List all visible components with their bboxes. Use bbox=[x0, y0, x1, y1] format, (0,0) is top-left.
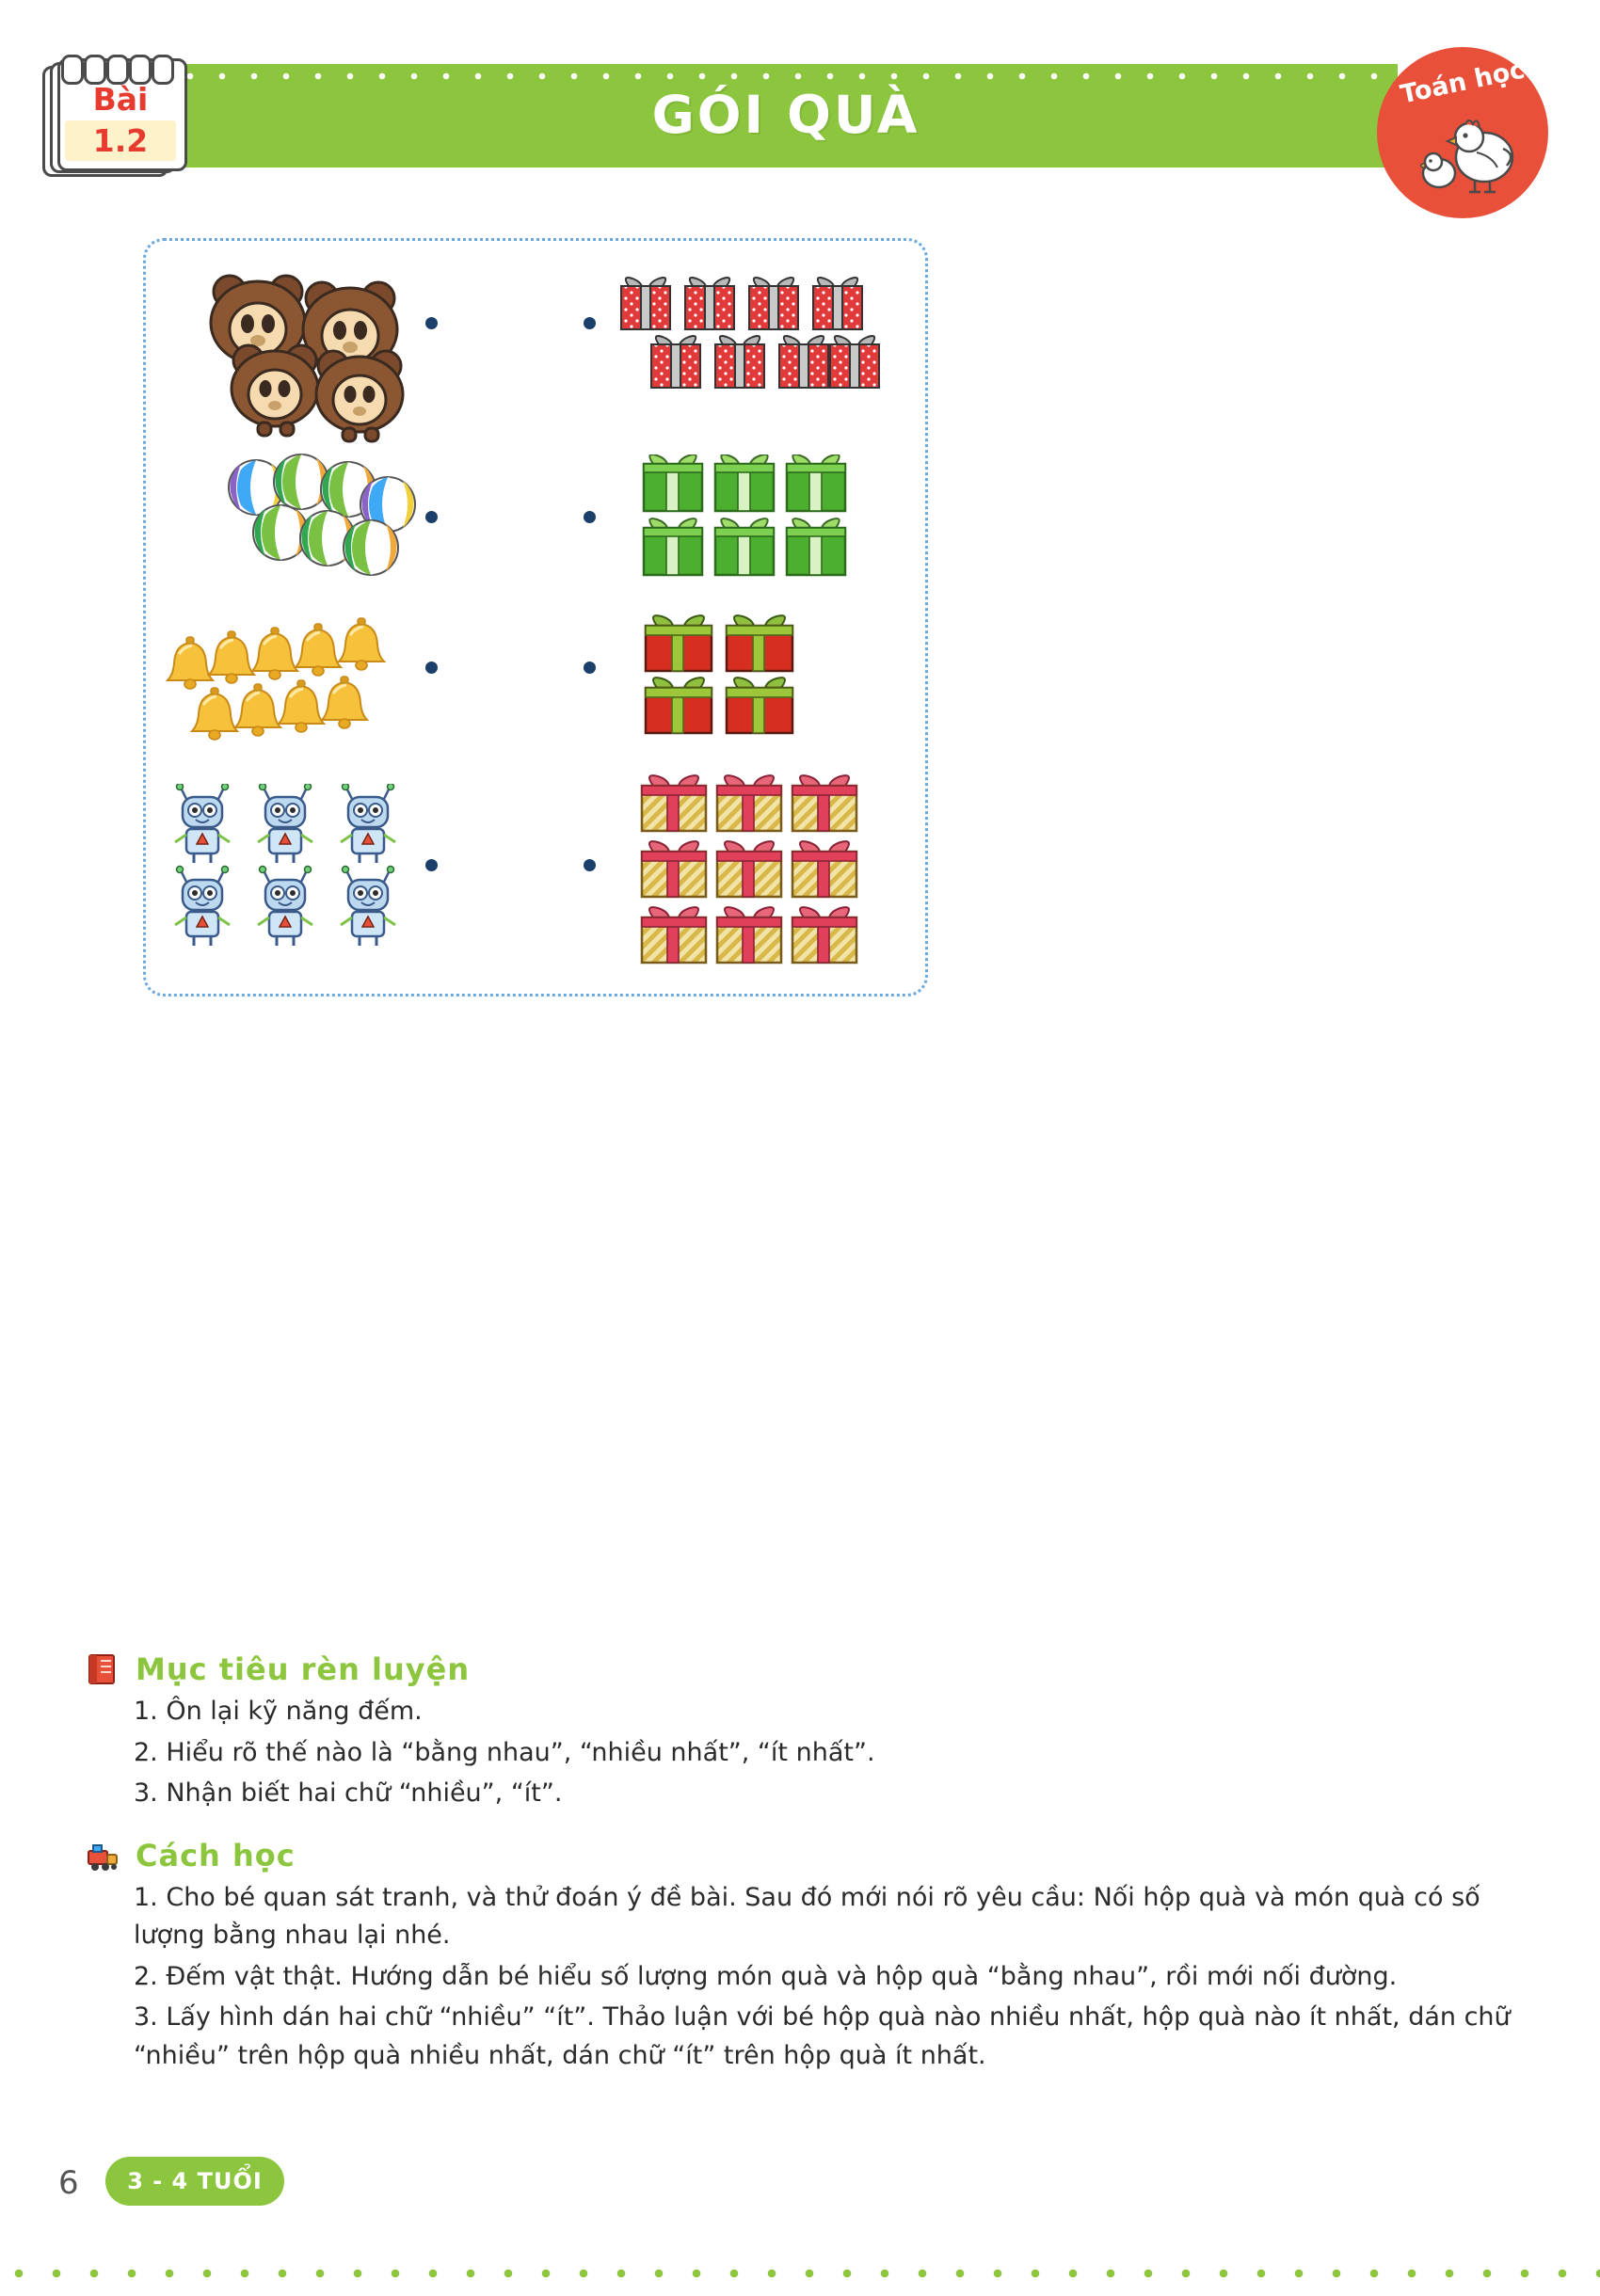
group-gifts-green bbox=[640, 454, 875, 586]
book-icon bbox=[85, 1651, 120, 1687]
goal-item-3: 3. Nhận biết hai chữ “nhiều”, “ít”. bbox=[134, 1778, 563, 1808]
group-bears bbox=[200, 266, 416, 445]
group-gifts-red-polkadot bbox=[614, 271, 896, 403]
goal-item-1: 1. Ôn lại kỹ năng đếm. bbox=[134, 1697, 423, 1726]
header-dot-pattern bbox=[174, 72, 1398, 81]
connect-dot-left-4[interactable] bbox=[425, 859, 438, 871]
gold-striped-gifts-illustration bbox=[640, 774, 875, 972]
age-badge: 3 - 4 TUỔI bbox=[105, 2157, 284, 2206]
method-heading-row bbox=[85, 1838, 1534, 1873]
connect-dot-right-1[interactable] bbox=[584, 317, 596, 329]
connect-dot-left-3[interactable] bbox=[425, 662, 438, 674]
page-number: 6 bbox=[58, 2164, 79, 2202]
method-item-1: 1. Cho bé quan sát tranh, và thử đoán ý đề bài. Sau đó mới nói rõ yêu cầu: Nối hộp quà và món quà có số lượng bằng nhau lại nhé. bbox=[134, 1882, 1480, 1950]
connect-dot-right-2[interactable] bbox=[584, 511, 596, 523]
green-gifts-illustration bbox=[640, 454, 875, 586]
method-list bbox=[85, 1879, 1534, 2076]
group-bells bbox=[164, 614, 427, 746]
connect-dot-left-1[interactable] bbox=[425, 317, 438, 329]
goal-item-2: 2. Hiểu rõ thế nào là “bằng nhau”, “nhiều nhất”, “ít nhất”. bbox=[134, 1737, 875, 1767]
notebook-rings-icon bbox=[59, 55, 182, 79]
lesson-badge bbox=[42, 55, 188, 175]
method-item-2: 2. Đếm vật thật. Hướng dẫn bé hiểu số lượng món quà và hộp quà “bằng nhau”, rồi mới nối đường. bbox=[134, 1961, 1398, 1991]
subject-badge bbox=[1377, 47, 1548, 218]
train-icon bbox=[85, 1838, 120, 1873]
connect-dot-right-4[interactable] bbox=[584, 859, 596, 871]
exercise-area bbox=[143, 238, 922, 991]
hen-and-chick-icon bbox=[1420, 105, 1524, 199]
group-robots bbox=[173, 784, 456, 953]
red-polkadot-gifts-illustration bbox=[614, 271, 896, 403]
beach-balls-illustration bbox=[218, 450, 463, 600]
connect-dot-left-2[interactable] bbox=[425, 511, 438, 523]
page-title: GÓI QUÀ bbox=[651, 85, 920, 145]
robots-illustration bbox=[173, 784, 456, 953]
connect-dot-right-3[interactable] bbox=[584, 662, 596, 674]
subject-label: Toán học bbox=[1398, 55, 1528, 110]
red-green-gifts-illustration bbox=[642, 614, 830, 746]
group-gifts-gold-striped bbox=[640, 774, 875, 963]
goal-heading-row bbox=[85, 1651, 1534, 1687]
notes-section bbox=[85, 1651, 1534, 2099]
group-beach-balls bbox=[218, 450, 463, 600]
method-item-3: 3. Lấy hình dán hai chữ “nhiều” “ít”. Thảo luận với bé hộp quà nào nhiều nhất, hộp quà nào ít nhất, dán chữ “nhiều” trên hộp quà nhiều nhất, dán chữ “ít” trên hộp quà ít nhất. bbox=[134, 2002, 1511, 2070]
group-gifts-red-green bbox=[642, 614, 830, 746]
header-band bbox=[174, 64, 1398, 167]
method-heading: Cách học bbox=[136, 1837, 296, 1873]
goal-list bbox=[85, 1693, 1534, 1813]
footer-dot-pattern bbox=[0, 2268, 1600, 2279]
lesson-word: Bài bbox=[92, 81, 149, 118]
bells-illustration bbox=[164, 614, 427, 746]
goal-heading: Mục tiêu rèn luyện bbox=[136, 1651, 471, 1687]
bears-illustration bbox=[200, 266, 425, 454]
lesson-number: 1.2 bbox=[65, 120, 176, 161]
